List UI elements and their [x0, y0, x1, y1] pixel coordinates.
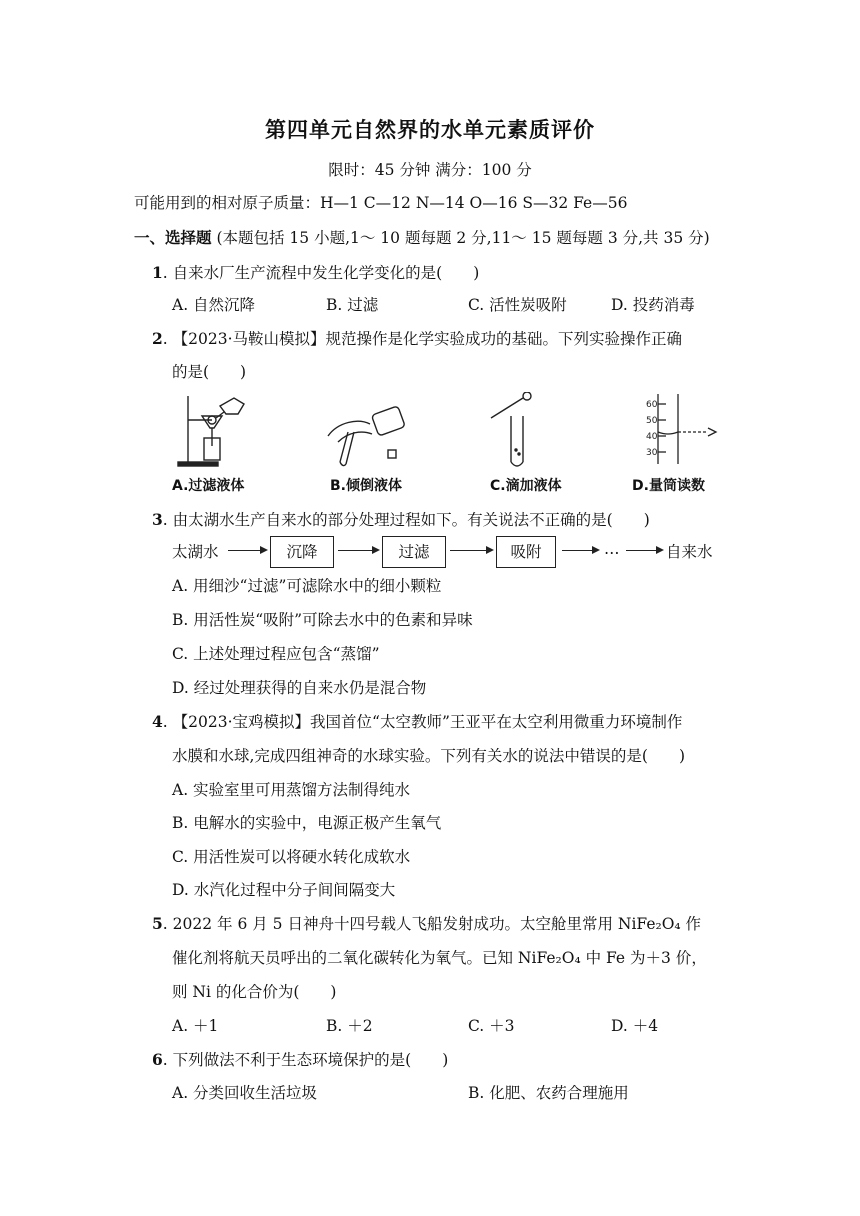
cylinder-tick-60: 60	[646, 400, 658, 410]
q3-option-d: D. 经过处理获得的自来水仍是混合物	[172, 679, 427, 697]
question-number: 4	[152, 712, 163, 731]
q5-option-a: A. ＋1	[172, 1017, 219, 1035]
q1-option-a: A. 自然沉降	[172, 296, 256, 314]
flow-arrow	[626, 550, 662, 551]
filtration-apparatus	[178, 396, 244, 466]
question-5-stem-line3: 则 Ni 的化合价为( )	[172, 983, 337, 1001]
q2-figures	[168, 392, 748, 468]
question-text: 2022 年 6 月 5 日神舟十四号载人飞船发射成功。太空舱里常用 NiFe₂O₄ 作	[172, 915, 702, 933]
flow-ellipsis: …	[604, 540, 620, 558]
question-5-stem-line1: 5. 2022 年 6 月 5 日神舟十四号载人飞船发射成功。太空舱里常用 NiFe₂O₄ 作	[152, 914, 702, 933]
q4-option-d: D. 水汽化过程中分子间间隔变大	[172, 881, 396, 899]
flow-start: 太湖水	[172, 543, 219, 561]
question-2-stem-line2: 的是( )	[172, 363, 247, 381]
q5-option-c: C. ＋3	[468, 1017, 515, 1035]
question-text: 【2023·马鞍山模拟】规范操作是化学实验成功的基础。下列实验操作正确	[172, 330, 683, 348]
cylinder-tick-30: 30	[646, 448, 658, 458]
section-1-header	[134, 226, 710, 248]
flow-step-sedimentation: 沉降	[270, 536, 334, 568]
question-text: 【2023·宝鸡模拟】我国首位“太空教师”王亚平在太空利用微重力环境制作	[172, 713, 683, 731]
q3-option-b: B. 用活性炭“吸附”可除去水中的色素和异味	[172, 611, 473, 629]
q2-figure-caption-d: D.量筒读数	[632, 478, 705, 494]
q1-option-d: D. 投药消毒	[611, 296, 695, 314]
question-2-stem-line1: 2. 【2023·马鞍山模拟】规范操作是化学实验成功的基础。下列实验操作正确	[152, 329, 683, 348]
atomic-masses: 可能用到的相对原子质量：H—1 C—12 N—14 O—16 S—32 Fe—56	[134, 194, 628, 212]
q5-option-b: B. ＋2	[326, 1017, 373, 1035]
dropping-liquid	[491, 392, 531, 466]
flow-end: 自来水	[666, 543, 713, 561]
flow-arrow	[450, 550, 492, 551]
question-number: 3	[152, 510, 163, 529]
q1-option-c: C. 活性炭吸附	[468, 296, 567, 314]
question-5-stem-line2: 催化剂将航天员呼出的二氧化碳转化为氧气。已知 NiFe₂O₄ 中 Fe 为＋3 价，	[172, 949, 707, 967]
question-4-stem-line2: 水膜和水球,完成四组神奇的水球实验。下列有关水的说法中错误的是( )	[172, 747, 686, 765]
question-text: 下列做法不利于生态环境保护的是( )	[172, 1051, 449, 1069]
q3-option-a: A. 用细沙“过滤”可滤除水中的细小颗粒	[172, 577, 442, 595]
question-1-stem: 1. 自来水厂生产流程中发生化学变化的是( )	[152, 263, 480, 282]
flow-arrow	[228, 550, 266, 551]
question-number: 2	[152, 329, 163, 348]
question-text: 自来水厂生产流程中发生化学变化的是( )	[172, 264, 480, 282]
question-4-stem-line1: 4. 【2023·宝鸡模拟】我国首位“太空教师”王亚平在太空利用微重力环境制作	[152, 712, 683, 731]
q4-option-a: A. 实验室里可用蒸馏方法制得纯水	[172, 781, 411, 799]
q2-figure-caption-b: B.倾倒液体	[330, 478, 402, 494]
flow-step-adsorption: 吸附	[496, 536, 556, 568]
q4-option-c: C. 用活性炭可以将硬水转化成软水	[172, 848, 411, 866]
section-1-note: (本题包括 15 小题,1～ 10 题每题 2 分,11～ 15 题每题 3 分,共 35 分)	[216, 229, 710, 247]
q1-option-b: B. 过滤	[326, 296, 379, 314]
q5-option-d: D. ＋4	[611, 1017, 659, 1035]
question-number: 1	[152, 263, 163, 282]
section-1-heading: 一、选择题	[134, 229, 212, 247]
pouring-liquid	[328, 406, 405, 466]
q2-figure-caption-c: C.滴加液体	[490, 478, 562, 494]
q6-option-a: A. 分类回收生活垃圾	[172, 1084, 318, 1102]
question-text: 由太湖水生产自来水的部分处理过程如下。有关说法不正确的是( )	[172, 511, 650, 529]
question-number: 6	[152, 1050, 163, 1069]
cylinder-tick-40: 40	[646, 432, 658, 442]
q4-option-b: B. 电解水的实验中，电源正极产生氧气	[172, 814, 442, 832]
flow-arrow	[338, 550, 378, 551]
flow-arrow	[562, 550, 598, 551]
question-6-stem: 6. 下列做法不利于生态环境保护的是( )	[152, 1050, 449, 1069]
cylinder-tick-50: 50	[646, 416, 658, 426]
question-3-stem: 3. 由太湖水生产自来水的部分处理过程如下。有关说法不正确的是( )	[152, 510, 650, 529]
graduated-cylinder	[658, 394, 716, 464]
q2-figure-caption-a: A.过滤液体	[172, 478, 245, 494]
flow-step-filtration: 过滤	[382, 536, 446, 568]
time-info: 限时：45 分钟 满分：100 分	[328, 161, 532, 179]
q6-option-b: B. 化肥、农药合理施用	[468, 1084, 629, 1102]
question-number: 5	[152, 914, 163, 933]
page-title: 第四单元自然界的水单元素质评价	[265, 118, 595, 142]
q3-option-c: C. 上述处理过程应包含“蒸馏”	[172, 645, 380, 663]
